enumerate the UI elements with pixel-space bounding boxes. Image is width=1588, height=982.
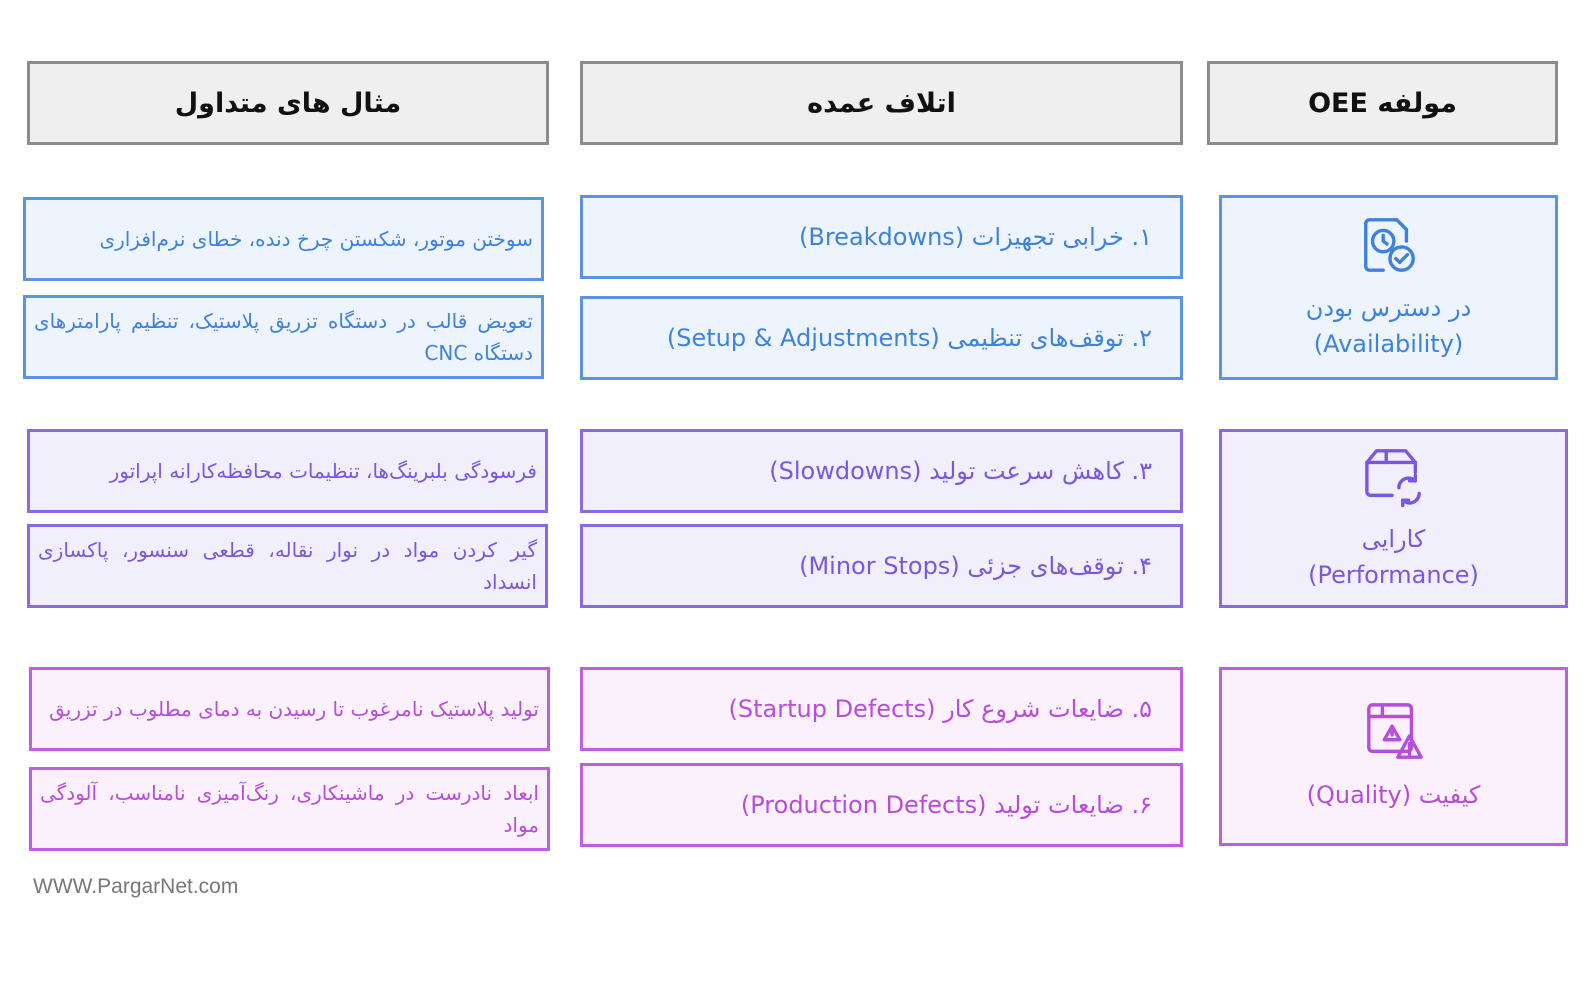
component-availability-name: در دسترس بودن [1305,293,1472,322]
loss-item-label: ۱. خرابی تجهیزات (Breakdowns) [799,223,1152,251]
clock-document-check-icon [1358,214,1420,276]
loss-item [580,429,1183,513]
example-item-text: گیر کردن مواد در نوار نقاله، قطعی سنسور، پاکسازی انسداد [38,538,537,594]
component-performance-en: (Performance) [1308,560,1479,589]
footer-website: WWW.PargarNet.com [33,875,239,898]
header-oee-component [1207,61,1558,145]
loss-item [580,524,1183,608]
example-item [29,667,550,751]
loss-item-label: ۲. توقف‌های تنظیمی (Setup & Adjustments) [666,324,1152,352]
loss-item-label: ۶. ضایعات تولید (Production Defects) [740,791,1152,819]
box-recycle-icon [1363,445,1425,507]
loss-item [580,763,1183,847]
example-item-text: ابعاد نادرست در ماشینکاری، رنگ‌آمیزی نامناسب، آلودگی مواد [40,781,539,837]
example-item-text: تولید پلاستیک نامرغوب تا رسیدن به دمای مطلوب در تزریق [49,697,539,721]
component-performance [1219,429,1568,608]
component-quality [1219,667,1568,846]
example-item [27,524,548,608]
header-oee-component-label: مولفه OEE [1308,87,1457,119]
example-item [23,295,544,379]
example-item-text: سوختن موتور، شکستن چرخ دنده، خطای نرم‌افزاری [99,227,533,251]
loss-item-label: ۳. کاهش سرعت تولید (Slowdowns) [769,457,1152,485]
example-item [29,767,550,851]
example-item [23,197,544,281]
component-availability [1219,195,1558,380]
example-item [27,429,548,513]
example-item-text: تعویض قالب در دستگاه تزریق پلاستیک، تنظیم پارامترهای دستگاه CNC [34,309,533,365]
component-availability-en: (Availability) [1313,329,1464,358]
loss-item [580,195,1183,279]
header-major-loss [580,61,1183,145]
loss-item [580,296,1183,380]
loss-item-label: ۴. توقف‌های جزئی (Minor Stops) [799,552,1152,580]
component-quality-name: کیفیت (Quality) [1306,780,1481,809]
component-performance-name: کارایی [1361,524,1426,553]
loss-item [580,667,1183,751]
header-common-examples-label: مثال های متداول [174,87,402,119]
example-item-text: فرسودگی بلبرینگ‌ها، تنظیمات محافظه‌کارانه اپراتور [109,459,537,483]
warning-document-icon [1363,701,1425,763]
header-common-examples [27,61,549,145]
header-major-loss-label: اتلاف عمده [807,87,956,119]
loss-item-label: ۵. ضایعات شروع کار (Startup Defects) [728,695,1152,723]
